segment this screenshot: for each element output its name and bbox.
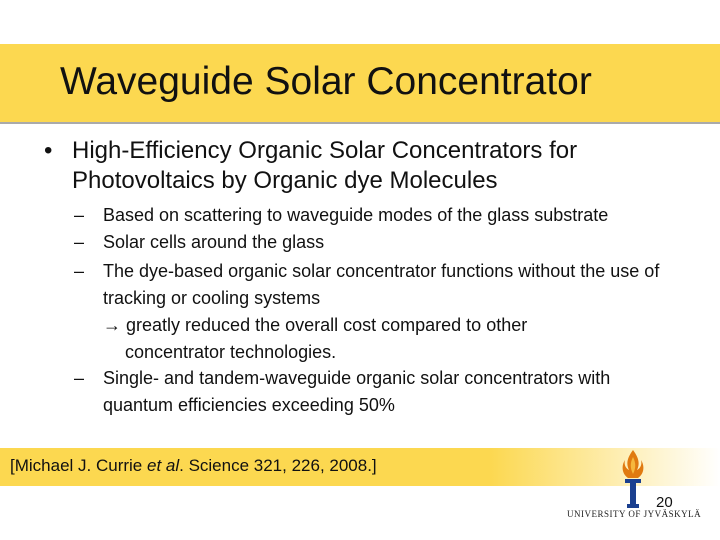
sub-bullet-text: The dye-based organic solar concentrator functions without the use of tracking or cooling systems <box>103 261 660 308</box>
bullet-marker: • <box>44 137 53 164</box>
reference-prefix: [Michael J. Currie <box>10 456 147 475</box>
sub-bullet-text-block <box>103 258 673 366</box>
sub-bullet-text: Solar cells around the glass <box>103 232 325 252</box>
university-torch-icon <box>618 448 648 510</box>
title-divider <box>0 122 720 124</box>
main-bullet-text: High-Efficiency Organic Solar Concentrators for Photovoltaics by Organic dye Molecules <box>72 137 578 194</box>
reference-citation <box>10 456 377 476</box>
sub-bullet-text: Based on scattering to waveguide modes of the glass substrate <box>103 205 609 225</box>
sub-bullet-text: Single- and tandem-waveguide organic solar concentrators with quantum efficiencies exceeding 50% <box>103 368 611 415</box>
reference-suffix: . Science 321, 226, 2008.] <box>179 456 377 475</box>
arrow-continuation: concentrator technologies. <box>125 342 337 362</box>
sub-bullet-marker: – <box>74 205 85 225</box>
page-number: 20 <box>656 494 673 511</box>
sub-bullet-marker: – <box>74 232 85 252</box>
slide-title: Waveguide Solar Concentrator <box>60 60 592 103</box>
university-logo-text: UNIVERSITY OF JYVÄSKYLÄ <box>567 509 702 519</box>
reference-italic: et al <box>146 456 180 475</box>
arrow-line: → greatly reduced the overall cost compared to other <box>103 315 528 335</box>
sub-bullet-marker: – <box>74 261 85 281</box>
sub-bullet-marker: – <box>74 368 85 388</box>
